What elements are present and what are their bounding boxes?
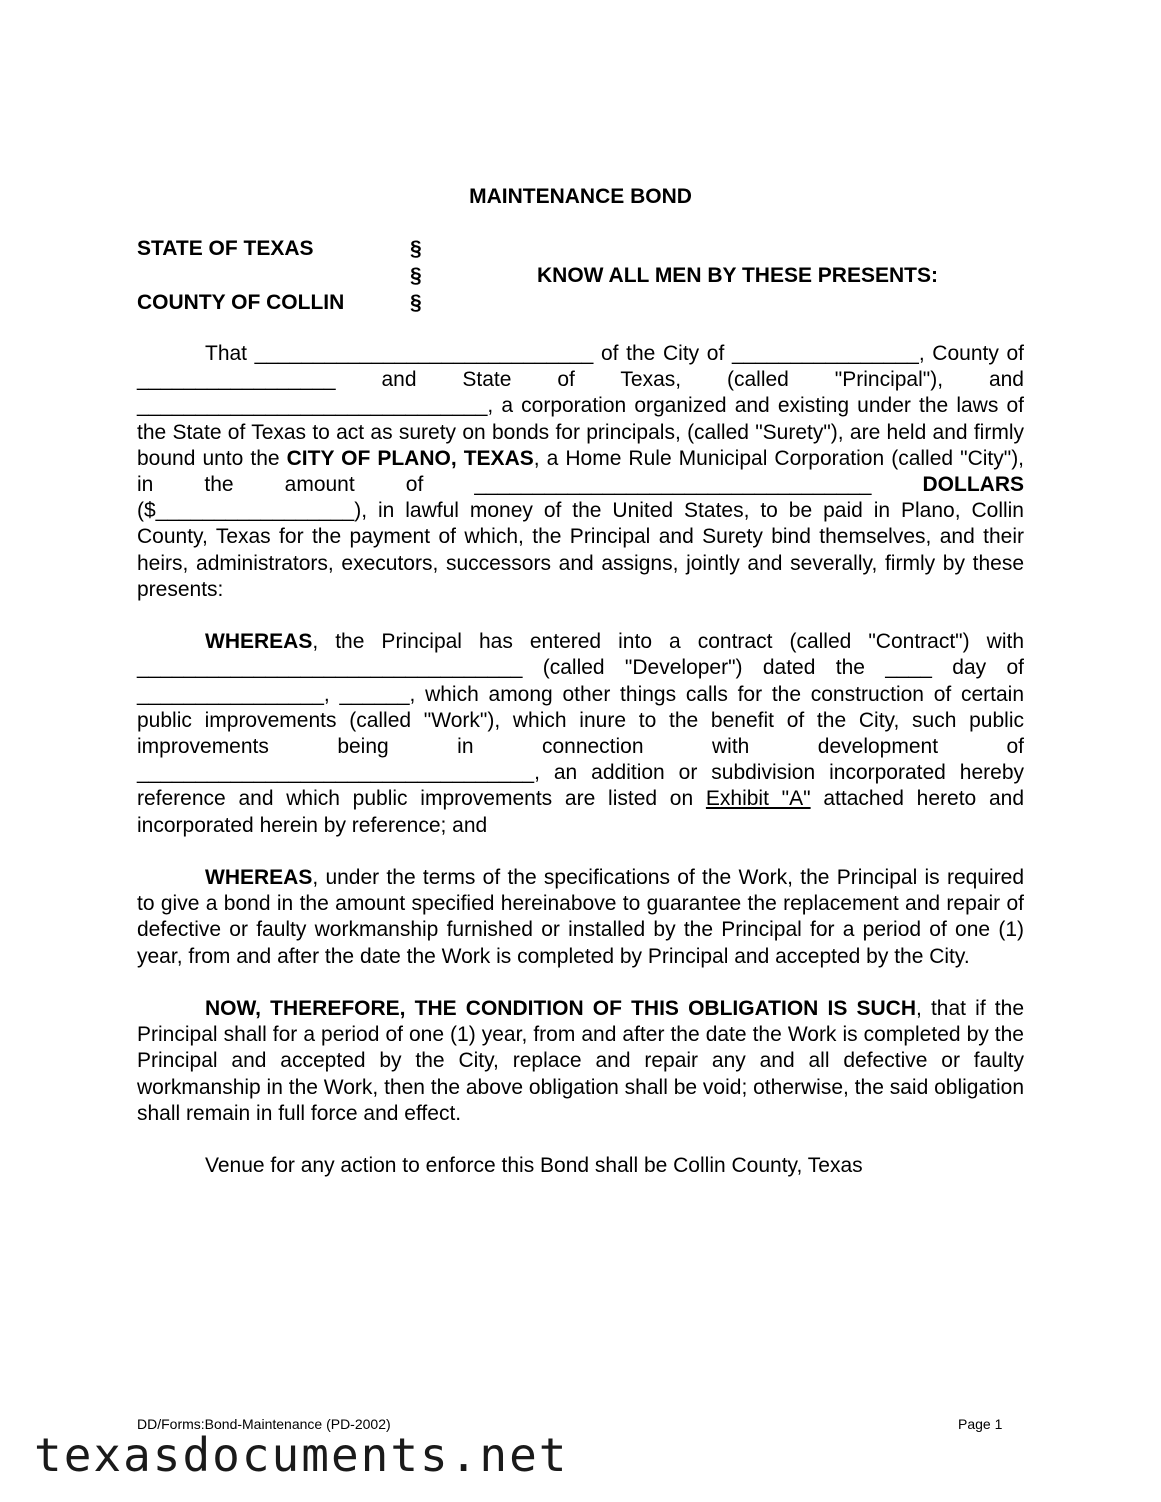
paragraph-parties: That _____________________________ of the City of ________________, County of _________________ and State of Texas, (called "Principal"), and ______________________________, a corporation organized and existing under the laws of the State of Texas to act as surety on bonds for principals, (called "Surety"), are held and firmly bound unto the CITY OF PLANO, TEXAS, a Home Rule Municipal Corporation (called "City"), in the amount of __________________________________ DOLLARS ($_________________), in lawful money of the United States, to be paid in Plano, Collin County, Texas for the payment of which, the Principal and Surety bind themselves, and their heirs, administrators, executors, successors and assigns, jointly and severally, firmly by these presents: <box>137 342 1025 601</box>
state-label: STATE OF TEXAS <box>137 237 314 260</box>
exhibit-a-link: Exhibit "A" <box>705 787 811 811</box>
site-watermark: texasdocuments.net <box>34 1428 569 1482</box>
section-mark: § <box>410 291 422 314</box>
paragraph-whereas-terms: WHEREAS, under the terms of the specifications of the Work, the Principal is required to give a bond in the amount specified hereinabove to guarantee the replacement and repair of defective or faulty workmanship furnished or installed by the Principal for a period of one (1) year, from and after the date the Work is completed by Principal and accepted by the City. <box>137 866 1024 968</box>
bond-body <box>137 341 1024 1179</box>
condition-lead: NOW, THEREFORE, THE CONDITION OF THIS OBLIGATION IS SUCH <box>205 997 916 1021</box>
form-identifier: DD/Forms:Bond-Maintenance (PD-2002) <box>137 1416 391 1432</box>
page-number: Page 1 <box>958 1416 1003 1432</box>
dollars-label: DOLLARS <box>922 473 1024 497</box>
whereas-lead: WHEREAS <box>205 630 313 654</box>
case-caption <box>137 234 1024 318</box>
section-mark: § <box>410 264 422 287</box>
county-label: COUNTY OF COLLIN <box>137 291 345 314</box>
city-name: CITY OF PLANO, TEXAS <box>286 446 534 470</box>
section-mark: § <box>410 237 422 260</box>
paragraph-condition: NOW, THEREFORE, THE CONDITION OF THIS OBLIGATION IS SUCH, that if the Principal shall for a period of one (1) year, from and after the date the Work is completed by the Principal and accepted by the City, replace and repair any and all defective or faulty workmanship in the Work, then the above obligation shall be void; otherwise, the said obligation shall remain in full force and effect. <box>137 997 1024 1125</box>
document-title: MAINTENANCE BOND <box>469 185 692 208</box>
know-all-men-heading: KNOW ALL MEN BY THESE PRESENTS: <box>537 264 938 287</box>
paragraph-venue: Venue for any action to enforce this Bond shall be Collin County, Texas <box>205 1154 863 1178</box>
paragraph-whereas-contract: WHEREAS, the Principal has entered into a contract (called "Contract") with _________________________________ (called "Developer") dated the ____ day of ________________, ______, which among other things calls for the construction of certain public improvements (called "Work"), which inure to the benefit of the City, such public improvements being in connection with development of __________________________________, an addition or subdivision incorporated hereby reference and which public improvements are listed on Exhibit "A" attached hereto and incorporated herein by reference; and <box>137 630 1024 837</box>
whereas-lead: WHEREAS <box>205 866 313 890</box>
